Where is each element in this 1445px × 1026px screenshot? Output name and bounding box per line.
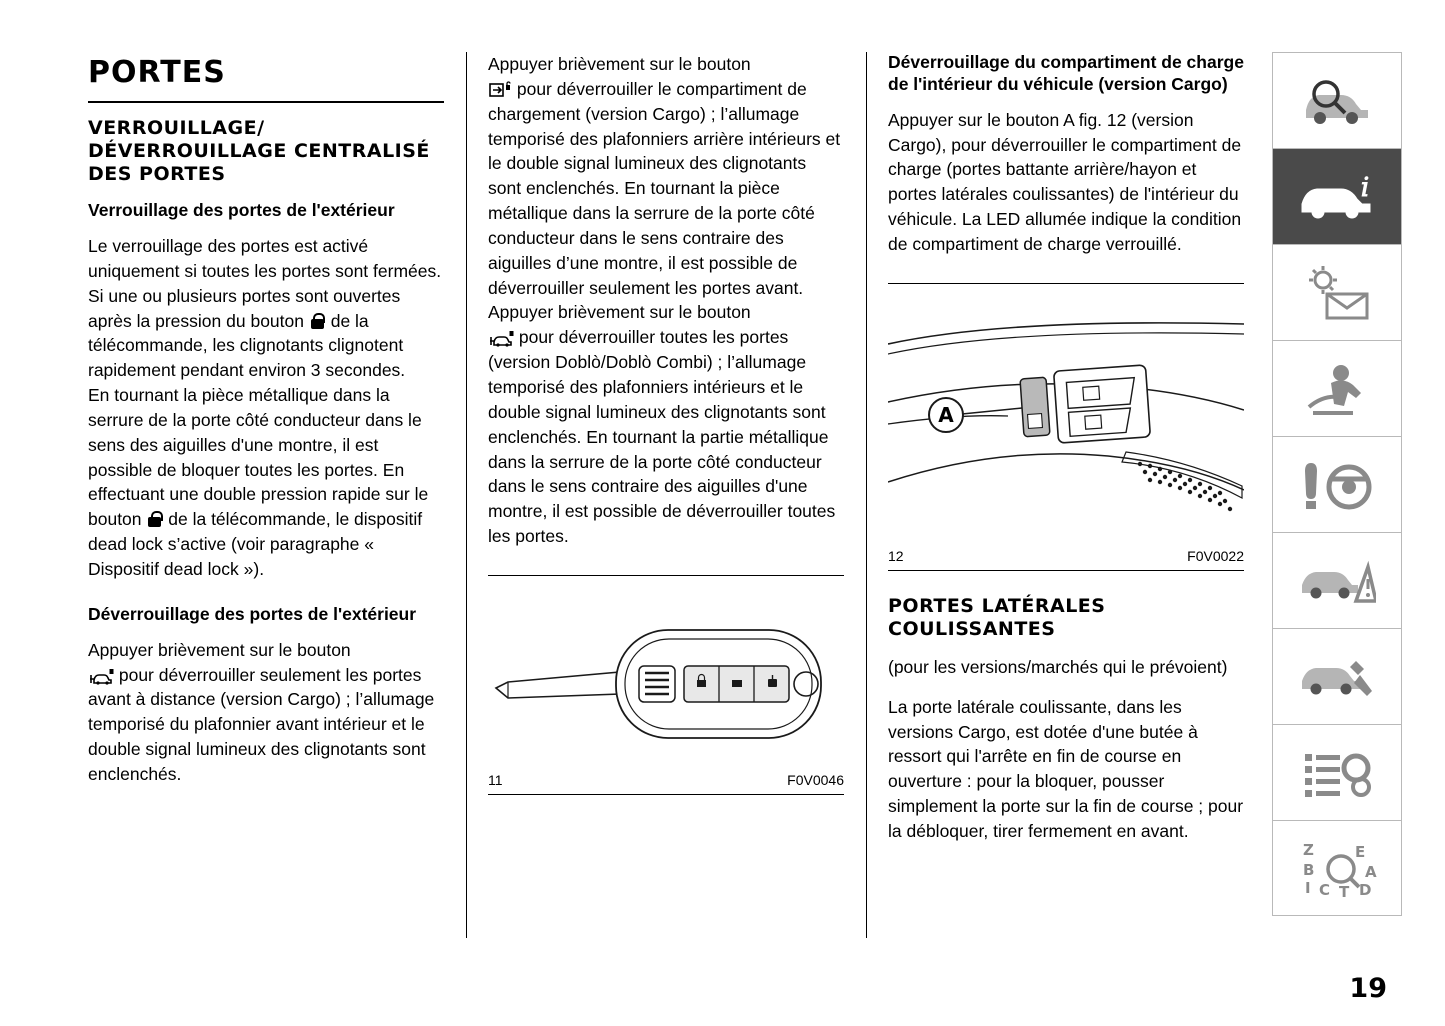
paragraph-text-cont: pour déverrouiller le compartiment de chargement (version Cargo) ; l’allumage temporisé des plafonniers arrière intérieurs et le double signal lumineux des clignotants sont enclenchés. En tournant la pièce métallique dans la serrure de la porte côté conducteur dans le sens contraire des aiguilles d’une montre, il est possible de déverrouiller seulement les portes avant. <box>488 78 841 298</box>
unlock-cargo-compartment-icon <box>488 81 512 99</box>
key-fob-illustration <box>488 610 844 760</box>
svg-text:D: D <box>1359 881 1372 899</box>
index-settings-icon <box>1299 746 1375 800</box>
sidebar-item-index-settings[interactable] <box>1272 724 1402 820</box>
paragraph-text-cont: de la télécommande, les clignotants clignotent rapidement pendant environ 3 secondes. <box>88 310 406 381</box>
paragraph-text: Appuyer brièvement sur le bouton <box>488 302 751 323</box>
paragraph-text: Le verrouillage des portes est activé uniquement si toutes les portes sont fermées. Si une ou plusieurs portes sont ouvertes après la pression du bouton <box>88 235 442 331</box>
section-heading-sliding-doors: PORTES LATÉRALES COULISSANTES <box>888 594 1106 640</box>
interior-switch-illustration <box>888 296 1244 536</box>
column-divider-2 <box>866 52 867 938</box>
section-tab-rail <box>1272 52 1402 916</box>
column-three <box>888 52 1244 844</box>
figure-12-caption <box>888 547 1244 567</box>
figure-11-caption <box>488 771 844 791</box>
subsection-heading-cargo-unlock: Déverrouillage du compartiment de charge de l'intérieur du véhicule (version Cargo) <box>888 52 1244 94</box>
sidebar-item-maintenance-care[interactable] <box>1272 436 1402 532</box>
svg-text:E: E <box>1355 843 1366 861</box>
page-title: PORTES <box>88 55 226 90</box>
paragraph-text: Appuyer brièvement sur le bouton <box>88 639 351 660</box>
unlock-all-doors-icon <box>488 329 514 347</box>
figure-11-top-divider <box>488 575 844 576</box>
sidebar-item-service-tools[interactable] <box>1272 628 1402 724</box>
column-two <box>488 52 844 795</box>
figure-12 <box>888 296 1244 571</box>
alphabetical-index-icon <box>1297 837 1377 899</box>
svg-text:C: C <box>1319 881 1331 899</box>
figure-11-number: 11 <box>488 771 503 788</box>
paragraph-unlock-cargo <box>488 52 844 300</box>
emergency-icon <box>1301 361 1373 417</box>
figure-12-code: F0V0022 <box>1187 547 1244 564</box>
subsection-heading-unlock-exterior: Déverrouillage des portes de l'extérieur <box>88 603 417 624</box>
svg-text:i: i <box>1360 173 1370 203</box>
svg-text:Z: Z <box>1303 841 1314 859</box>
padlock-icon <box>146 510 163 528</box>
car-info-icon <box>1297 174 1377 220</box>
unlock-front-doors-icon <box>88 667 114 685</box>
paragraph-text-cont: pour déverrouiller seulement les portes avant à distance (version Cargo) ; l’allumage temporisé du plafonnier avant intérieur et le double signal lumineux des clignotants sont enclenchés. <box>88 664 435 784</box>
figure-12-bottom-divider <box>888 570 1244 571</box>
svg-text:I: I <box>1305 879 1311 897</box>
svg-text:B: B <box>1303 861 1315 879</box>
paragraph-cargo-unlock: Appuyer sur le bouton A fig. 12 (version Cargo), pour déverrouiller le compartiment de charge (portes battante arrière/hayon et portes latérales coulissantes) de l'intérieur du véhicule. La LED allumée indique la condition de compartiment de charge verrouillé. <box>888 109 1242 254</box>
paragraph-market-note: (pour les versions/marchés qui le prévoient) <box>888 656 1228 677</box>
sidebar-item-car-info[interactable] <box>1272 148 1402 244</box>
paragraph-unlock-exterior <box>88 638 444 787</box>
sidebar-item-alphabetical-index[interactable] <box>1272 820 1402 916</box>
warning-lights-messages-icon <box>1301 264 1373 322</box>
column-one <box>88 52 444 787</box>
figure-11-bottom-divider <box>488 794 844 795</box>
title-divider <box>88 101 444 103</box>
padlock-icon <box>309 312 326 330</box>
column-divider-1 <box>466 52 467 938</box>
section-heading: VERROUILLAGE/ DÉVERROUILLAGE CENTRALISÉ DES PORTES <box>88 116 430 185</box>
car-inspection-icon <box>1300 74 1374 128</box>
paragraph-text-cont: de la télécommande, le dispositif dead lock s’active (voir paragraphe « Dispositif dead lock »). <box>88 509 423 579</box>
maintenance-care-icon <box>1299 457 1375 513</box>
figure-12-top-divider <box>888 283 1244 284</box>
paragraph-text-cont: pour déverrouiller toutes les portes (version Doblò/Doblò Combi) ; l’allumage temporisé des plafonniers intérieurs et le double signal lumineux des clignotants sont enclenchés. En tournant la partie métallique dans la serrure de la porte côté conducteur dans le sens contraire des aiguilles d'une montre, il est possible de déverrouiller toutes les portes. <box>488 327 836 547</box>
figure-12-callout-a: A <box>938 402 954 427</box>
svg-text:A: A <box>1365 863 1377 881</box>
subsection-heading-lock-exterior: Verrouillage des portes de l'extérieur <box>88 200 395 221</box>
page-number: 19 <box>1349 973 1387 1004</box>
figure-11-code: F0V0046 <box>787 771 844 788</box>
technical-data-icon <box>1298 555 1376 607</box>
svg-text:T: T <box>1339 883 1350 899</box>
sidebar-item-car-inspection[interactable] <box>1272 52 1402 148</box>
sidebar-item-warning-lights[interactable] <box>1272 244 1402 340</box>
paragraph-lock-exterior <box>88 234 444 383</box>
sidebar-item-technical-data[interactable] <box>1272 532 1402 628</box>
figure-12-number: 12 <box>888 547 904 564</box>
service-tools-icon <box>1298 651 1376 703</box>
sidebar-item-emergency[interactable] <box>1272 340 1402 436</box>
paragraph-text: En tournant la pièce métallique dans la serrure de la porte côté conducteur dans le sens des aiguilles d'une montre, il est possible de bloquer toutes les portes. En effectuant une double pression rapide sur le bouton <box>88 385 429 530</box>
figure-11 <box>488 610 844 795</box>
paragraph-deadlock <box>88 383 444 582</box>
paragraph-unlock-all-doors <box>488 300 844 548</box>
paragraph-text: Appuyer brièvement sur le bouton <box>488 54 751 74</box>
paragraph-sliding-door: La porte latérale coulissante, dans les versions Cargo, est dotée d'une butée à ressort qui l'arrête en fin de course en ouverture : pour la bloquer, pousser simplement la porte sur la fin de course ; pour la débloquer, tirer fermement en avant. <box>888 696 1244 841</box>
